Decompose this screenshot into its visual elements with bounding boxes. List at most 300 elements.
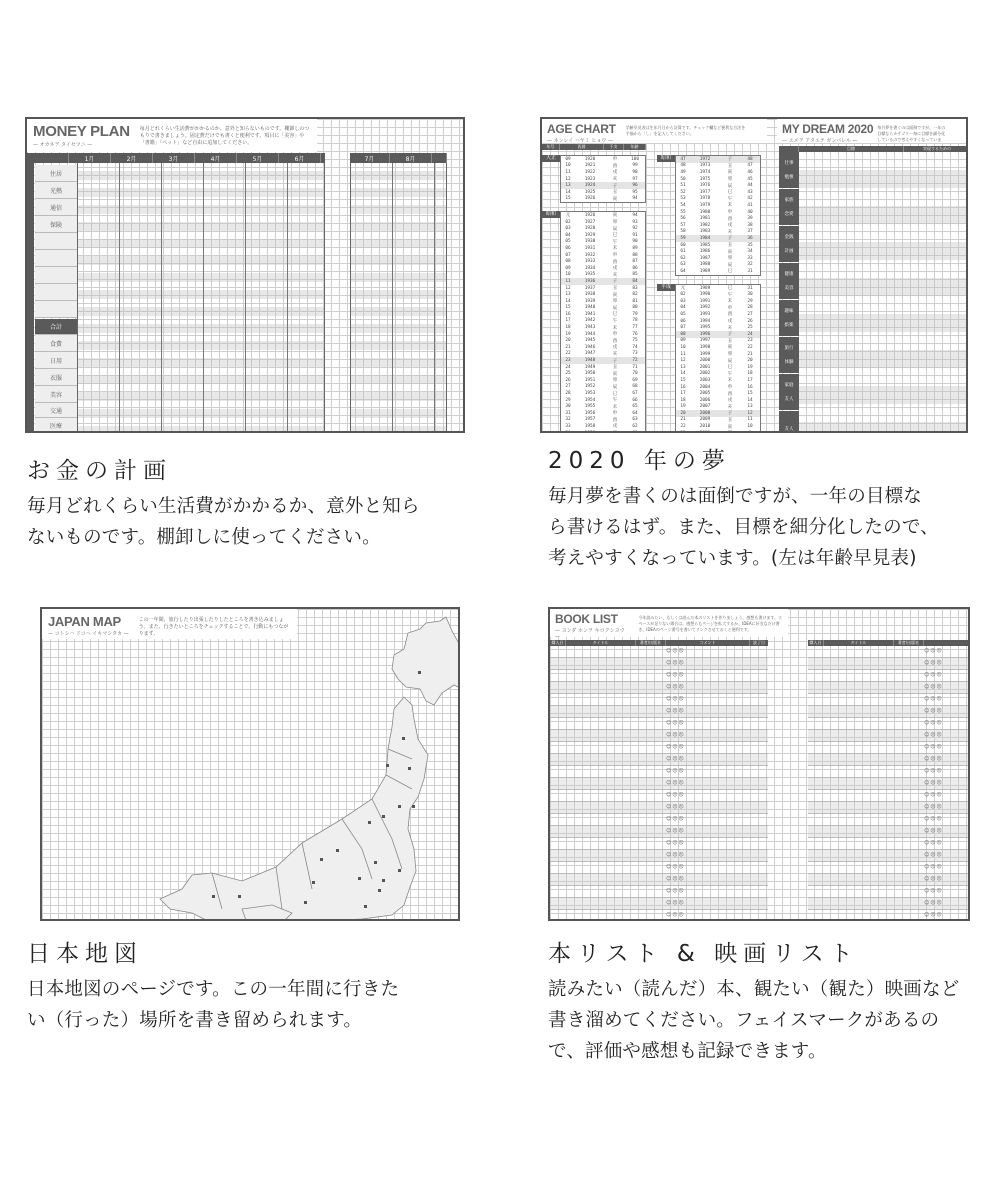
age-cell: 1977 <box>699 189 711 195</box>
age-cell: 55 <box>680 209 686 215</box>
age-row <box>561 232 645 239</box>
age-cell: 76 <box>632 331 638 337</box>
age-cell: 80 <box>632 305 638 311</box>
face-rating-icons[interactable]: ☺☹☹ <box>666 696 685 702</box>
age-cell: 辰 <box>727 183 733 189</box>
age-cell: 1947 <box>584 351 596 357</box>
age-cell: 巳 <box>727 190 733 196</box>
age-cell: 25 <box>565 371 571 377</box>
age-cell: 08 <box>565 259 571 265</box>
age-cell: 20 <box>565 338 571 344</box>
age-cell: 1957 <box>584 417 596 423</box>
age-cell: 1991 <box>699 298 711 304</box>
age-cell: 1925 <box>584 189 596 195</box>
book-row[interactable] <box>550 670 768 682</box>
book-row[interactable] <box>808 874 970 886</box>
age-cell: 巳 <box>612 233 618 239</box>
age-cell: 98 <box>632 169 638 175</box>
age-cell: 74 <box>632 344 638 350</box>
era-label: 平成 <box>657 284 675 291</box>
age-cell: 元 <box>680 286 686 292</box>
age-group <box>560 155 646 203</box>
dream-category <box>779 226 799 262</box>
age-cell: 未 <box>612 404 618 410</box>
age-row <box>561 291 645 298</box>
age-cell: 1938 <box>584 292 596 298</box>
age-cell: 13 <box>565 183 571 189</box>
age-row <box>676 384 760 391</box>
book-row[interactable] <box>550 730 768 742</box>
age-cell: 1956 <box>584 410 596 416</box>
face-rating-icons[interactable]: ☺☹☹ <box>924 672 943 678</box>
book-row[interactable] <box>808 814 970 826</box>
age-cell: 1939 <box>584 298 596 304</box>
age-cell: 85 <box>632 272 638 278</box>
age-cell: 45 <box>747 176 753 182</box>
age-cell: 47 <box>680 156 686 162</box>
face-rating-icons[interactable]: ☺☹☹ <box>924 780 943 786</box>
age-cell: 34 <box>747 249 753 255</box>
age-cell: 21 <box>680 417 686 423</box>
age-cell: 11 <box>747 417 753 423</box>
age-cell: 1942 <box>584 318 596 324</box>
age-cell: 88 <box>632 252 638 258</box>
age-cell: 24 <box>747 331 753 337</box>
age-cell: 66 <box>632 397 638 403</box>
age-cell: 15 <box>747 391 753 397</box>
age-cell: 午 <box>727 371 733 377</box>
face-rating-icons[interactable]: ☺☹☹ <box>924 864 943 870</box>
age-cell: 61 <box>680 249 686 255</box>
book-row[interactable] <box>808 802 970 814</box>
face-rating-icons[interactable]: ☺☹☹ <box>924 912 943 918</box>
age-cell: 04 <box>680 305 686 311</box>
age-cell: 03 <box>565 226 571 232</box>
dream-category <box>779 263 799 299</box>
book-row[interactable] <box>550 898 768 910</box>
book-row[interactable] <box>808 718 970 730</box>
age-row <box>676 390 760 397</box>
age-cell: 丑 <box>727 338 733 344</box>
age-row <box>561 357 645 364</box>
money-plan-entry-grid[interactable] <box>77 163 325 433</box>
age-cell: 20 <box>680 410 686 416</box>
dream-category <box>779 337 799 373</box>
age-cell: 48 <box>680 163 686 169</box>
book-row[interactable] <box>808 694 970 706</box>
face-rating-icons[interactable]: ☺☹☹ <box>924 756 943 762</box>
age-cell: 33 <box>565 423 571 429</box>
face-rating-icons[interactable]: ☺☹☹ <box>666 732 685 738</box>
book-row[interactable] <box>550 910 768 921</box>
age-cell: 巳 <box>727 286 733 292</box>
month-label: 7月 <box>350 153 390 163</box>
age-cell: 戌 <box>612 266 618 272</box>
age-cell <box>676 431 690 433</box>
age-cell: 1933 <box>584 259 596 265</box>
age-cell <box>740 431 760 433</box>
face-rating-icons[interactable]: ☺☹☹ <box>666 840 685 846</box>
book-row[interactable] <box>808 850 970 862</box>
age-cell: 丑 <box>727 417 733 423</box>
age-cell: 戌 <box>727 319 733 325</box>
age-row <box>676 235 760 242</box>
age-cell: 1946 <box>584 344 596 350</box>
age-cell: 12 <box>565 176 571 182</box>
age-cell: 1930 <box>584 239 596 245</box>
book-row[interactable] <box>550 706 768 718</box>
book-row[interactable] <box>550 790 768 802</box>
age-cell: 22 <box>565 351 571 357</box>
age-cell: 1998 <box>699 344 711 350</box>
book-row[interactable] <box>808 658 970 670</box>
age-cell: 43 <box>747 189 753 195</box>
age-row <box>676 357 760 364</box>
age-cell: 2004 <box>699 384 711 390</box>
dream-category-label: 金銭 <box>784 235 794 240</box>
book-row[interactable] <box>550 886 768 898</box>
age-cell: 50 <box>680 176 686 182</box>
age-row <box>561 364 645 371</box>
face-rating-icons[interactable]: ☺☹☹ <box>924 684 943 690</box>
age-cell: 28 <box>565 391 571 397</box>
face-rating-icons[interactable]: ☺☹☹ <box>924 840 943 846</box>
age-cell: 31 <box>565 410 571 416</box>
book-row[interactable] <box>808 766 970 778</box>
age-cell: 63 <box>680 262 686 268</box>
age-row <box>676 403 760 410</box>
column-header: 実現するための <box>923 146 951 151</box>
age-cell <box>625 431 645 433</box>
book-row[interactable] <box>550 874 768 886</box>
age-cell: 16 <box>565 311 571 317</box>
age-cell: 14 <box>747 397 753 403</box>
japan-map-logo-sub: — コトシハ ドコヘ イキマシタカ — <box>48 631 129 637</box>
age-cell: 46 <box>747 169 753 175</box>
age-cell: 未 <box>612 246 618 252</box>
age-cell: 子 <box>612 279 618 285</box>
age-row <box>561 423 645 430</box>
book-row[interactable] <box>550 742 768 754</box>
age-cell: 戌 <box>612 170 618 176</box>
face-rating-icons[interactable]: ☺☹☹ <box>924 816 943 822</box>
age-row <box>561 182 645 189</box>
age-cell: 40 <box>747 209 753 215</box>
age-cell: 1948 <box>584 358 596 364</box>
column-header: 目標 <box>799 146 904 152</box>
age-row <box>561 331 645 338</box>
my-dream-entry-grid[interactable] <box>799 152 968 433</box>
face-rating-icons[interactable]: ☺☹☹ <box>924 888 943 894</box>
face-rating-icons[interactable]: ☺☹☹ <box>924 648 943 654</box>
row-label: 医療 <box>35 418 77 433</box>
face-rating-icons[interactable]: ☺☹☹ <box>924 708 943 714</box>
age-cell: 1950 <box>584 371 596 377</box>
age-row <box>676 291 760 298</box>
face-rating-icons[interactable]: ☺☹☹ <box>924 852 943 858</box>
book-row[interactable] <box>550 754 768 766</box>
age-cell: 丑 <box>612 190 618 196</box>
my-dream-header <box>777 119 967 143</box>
age-cell: 亥 <box>612 177 618 183</box>
dream-category-label: 友人 <box>784 397 794 402</box>
book-row[interactable] <box>808 826 970 838</box>
age-cell: 1999 <box>699 351 711 357</box>
book-row[interactable] <box>808 670 970 682</box>
age-cell: 酉 <box>612 338 618 344</box>
age-chart-description: 学齢早見表は生年月日から計算です。チェック欄など便利な方法を手描から「し」を記入してください。 <box>625 125 746 136</box>
age-row <box>561 265 645 272</box>
age-cell: 97 <box>632 176 638 182</box>
age-cell: 27 <box>565 384 571 390</box>
age-cell: 06 <box>565 245 571 251</box>
japan-map-illustration[interactable] <box>42 609 460 921</box>
dream-category-label: 趣味 <box>784 309 794 314</box>
age-cell: 05 <box>680 311 686 317</box>
japan-map-description: この一年間、旅行したり出張したりしたところを書き込みましょう。また、行きたいところをチェックすることで、行動にもつながります。 <box>138 617 289 637</box>
caption-line: 書き溜めてください。フェイスマークがあるの <box>548 1010 940 1031</box>
money-plan-description: 毎月どれくらい生活費がかかるのか、意外と知らないものです。棚卸しのつもりで書きましょう。固定費だけでも書くと便利です。項目に「美容」や「書籍」「ペット」など自由に追加してください。 <box>139 126 310 146</box>
age-cell: 75 <box>632 338 638 344</box>
face-rating-icons[interactable]: ☺☹☹ <box>666 660 685 666</box>
row-label: 美容 <box>35 386 77 403</box>
age-cell: 1943 <box>584 325 596 331</box>
book-list-header <box>550 609 788 640</box>
caption-line: い（行った）場所を書き留められます。 <box>27 1010 363 1031</box>
book-row[interactable] <box>808 682 970 694</box>
face-rating-icons[interactable]: ☺☹☹ <box>666 804 685 810</box>
age-row <box>676 318 760 325</box>
age-cell: 寅 <box>612 196 618 202</box>
book-row[interactable] <box>550 766 768 778</box>
age-cell: 1953 <box>584 391 596 397</box>
age-cell: 07 <box>565 252 571 258</box>
age-cell: 辰 <box>612 226 618 232</box>
book-row[interactable] <box>808 886 970 898</box>
book-row[interactable] <box>550 646 768 658</box>
age-cell: 11 <box>680 351 686 357</box>
book-row[interactable] <box>550 862 768 874</box>
age-cell: 15 <box>565 305 571 311</box>
age-cell: 03 <box>680 298 686 304</box>
book-row[interactable] <box>550 718 768 730</box>
book-row[interactable] <box>550 826 768 838</box>
face-rating-icons[interactable]: ☺☹☹ <box>666 744 685 750</box>
age-cell: 14 <box>680 371 686 377</box>
age-row <box>561 430 645 433</box>
age-cell: 2010 <box>699 424 711 430</box>
age-row <box>561 403 645 410</box>
age-cell: 82 <box>632 292 638 298</box>
age-cell: 子 <box>727 332 733 338</box>
book-row[interactable] <box>550 814 768 826</box>
age-row <box>561 370 645 377</box>
book-row[interactable] <box>808 730 970 742</box>
age-cell: 10 <box>565 272 571 278</box>
age-cell: 05 <box>565 239 571 245</box>
age-cell: 巳 <box>727 365 733 371</box>
book-row[interactable] <box>808 862 970 874</box>
age-cell: 14 <box>565 189 571 195</box>
age-row <box>561 344 645 351</box>
age-cell: 1982 <box>699 222 711 228</box>
book-row[interactable] <box>808 646 970 658</box>
face-rating-icons[interactable]: ☺☹☹ <box>666 768 685 774</box>
face-rating-icons[interactable]: ☺☹☹ <box>666 684 685 690</box>
money-plan-entry-grid-right[interactable] <box>350 163 447 433</box>
age-cell: 1983 <box>699 229 711 235</box>
face-rating-icons[interactable]: ☺☹☹ <box>666 756 685 762</box>
book-row[interactable] <box>808 754 970 766</box>
age-cell: 06 <box>680 318 686 324</box>
book-row[interactable] <box>808 742 970 754</box>
age-cell: 2003 <box>699 377 711 383</box>
age-cell: 13 <box>680 364 686 370</box>
row-label <box>35 233 77 250</box>
age-cell: 22 <box>747 344 753 350</box>
my-dream-logo: MY DREAM 2020 <box>782 122 874 136</box>
face-rating-icons[interactable]: ☺☹☹ <box>924 804 943 810</box>
age-cell: 68 <box>632 384 638 390</box>
month-label: 2月 <box>111 153 153 163</box>
row-label <box>35 267 77 284</box>
face-rating-icons[interactable]: ☺☹☹ <box>924 696 943 702</box>
age-cell: 38 <box>747 222 753 228</box>
caption-line: 考えやすくなっています。(左は年齢早見表) <box>548 548 917 569</box>
age-cell: 1922 <box>584 169 596 175</box>
book-row[interactable] <box>550 658 768 670</box>
column-header: タイトル <box>824 640 894 646</box>
age-cell: 寅 <box>612 213 618 219</box>
book-row[interactable] <box>808 898 970 910</box>
face-rating-icons[interactable]: ☺☹☹ <box>924 744 943 750</box>
age-row <box>676 242 760 249</box>
age-row <box>561 163 645 170</box>
age-cell: 1985 <box>699 242 711 248</box>
column-header: コメント <box>666 640 750 646</box>
face-rating-icons[interactable]: ☺☹☹ <box>924 720 943 726</box>
age-cell: 酉 <box>612 163 618 169</box>
book-row[interactable] <box>808 790 970 802</box>
total-label: 合計 <box>35 319 77 335</box>
face-rating-icons[interactable]: ☺☹☹ <box>666 816 685 822</box>
face-rating-icons[interactable]: ☺☹☹ <box>666 900 685 906</box>
age-cell <box>575 431 605 433</box>
book-row[interactable] <box>808 778 970 790</box>
age-cell: 辰 <box>727 262 733 268</box>
age-cell: 1990 <box>699 292 711 298</box>
age-cell: 42 <box>747 196 753 202</box>
dream-category-label: 友人 <box>784 427 794 432</box>
dream-category-label: 健康 <box>784 272 794 277</box>
book-row[interactable] <box>550 778 768 790</box>
column-header: 購入日 <box>808 640 824 646</box>
face-rating-icons[interactable]: ☺☹☹ <box>924 792 943 798</box>
book-row[interactable] <box>808 706 970 718</box>
age-cell: 1935 <box>584 272 596 278</box>
age-row <box>676 324 760 331</box>
face-rating-icons[interactable]: ☺☹☹ <box>924 876 943 882</box>
age-cell: 午 <box>612 398 618 404</box>
age-cell: 1955 <box>584 404 596 410</box>
age-cell: 申 <box>612 411 618 417</box>
age-cell: 午 <box>612 239 618 245</box>
age-cell: 酉 <box>612 259 618 265</box>
caption-line: 日本地図のページです。この一年間に行きた <box>27 979 400 1000</box>
face-rating-icons[interactable]: ☺☹☹ <box>666 672 685 678</box>
face-rating-icons[interactable]: ☺☹☹ <box>924 900 943 906</box>
age-cell: 卯 <box>727 352 733 358</box>
face-rating-icons[interactable]: ☺☹☹ <box>666 648 685 654</box>
age-cell: 1936 <box>584 278 596 284</box>
face-rating-icons[interactable]: ☺☹☹ <box>666 888 685 894</box>
face-rating-icons[interactable]: ☺☹☹ <box>924 768 943 774</box>
face-rating-icons[interactable]: ☺☹☹ <box>924 828 943 834</box>
age-cell: 寅 <box>727 345 733 351</box>
age-row <box>561 169 645 176</box>
age-cell: 96 <box>632 183 638 189</box>
age-cell: 100 <box>631 156 639 162</box>
book-row[interactable] <box>808 910 970 921</box>
face-rating-icons[interactable]: ☺☹☹ <box>666 852 685 858</box>
dream-category-label: 家族 <box>784 198 794 203</box>
money-plan-month-header-right <box>350 153 447 163</box>
book-row[interactable] <box>808 838 970 850</box>
face-rating-icons[interactable]: ☺☹☹ <box>666 912 685 918</box>
face-rating-icons[interactable]: ☺☹☹ <box>666 708 685 714</box>
honshu-shape <box>160 697 428 921</box>
row-label: 食費 <box>35 335 77 352</box>
face-rating-icons[interactable]: ☺☹☹ <box>666 792 685 798</box>
face-rating-icons[interactable]: ☺☹☹ <box>924 660 943 666</box>
age-row <box>561 324 645 331</box>
age-cell: 62 <box>680 255 686 261</box>
age-cell: 16 <box>747 384 753 390</box>
dream-category-label: 美容 <box>784 286 794 291</box>
age-cell: 1926 <box>584 196 596 202</box>
age-cell: 亥 <box>612 272 618 278</box>
age-chart-column-header <box>542 144 646 150</box>
row-label: 保険 <box>35 216 77 233</box>
book-row[interactable] <box>550 802 768 814</box>
face-rating-icons[interactable]: ☺☹☹ <box>666 720 685 726</box>
age-cell: 1949 <box>584 364 596 370</box>
hokkaido-shape <box>392 617 460 705</box>
age-cell: 1989 <box>699 285 711 291</box>
age-cell: 1987 <box>699 255 711 261</box>
dream-category-label: 家庭 <box>784 383 794 388</box>
book-row[interactable] <box>550 682 768 694</box>
age-row <box>561 390 645 397</box>
age-cell: 23 <box>747 338 753 344</box>
book-row[interactable] <box>550 850 768 862</box>
age-cell: 1988 <box>699 262 711 268</box>
column-header: 購入日 <box>550 640 566 646</box>
age-cell: 酉 <box>612 417 618 423</box>
face-rating-icons[interactable]: ☺☹☹ <box>666 780 685 786</box>
face-rating-icons[interactable]: ☺☹☹ <box>924 732 943 738</box>
book-list-logo-sub: — ヨンダ ホンヲ キロクシヨウ — <box>555 628 625 640</box>
face-rating-icons[interactable]: ☺☹☹ <box>666 828 685 834</box>
age-cell <box>720 430 740 433</box>
age-row <box>561 351 645 358</box>
book-row[interactable] <box>550 838 768 850</box>
age-row <box>561 377 645 384</box>
face-rating-icons[interactable]: ☺☹☹ <box>666 876 685 882</box>
book-row[interactable] <box>550 694 768 706</box>
age-row <box>676 311 760 318</box>
face-rating-icons[interactable]: ☺☹☹ <box>666 864 685 870</box>
